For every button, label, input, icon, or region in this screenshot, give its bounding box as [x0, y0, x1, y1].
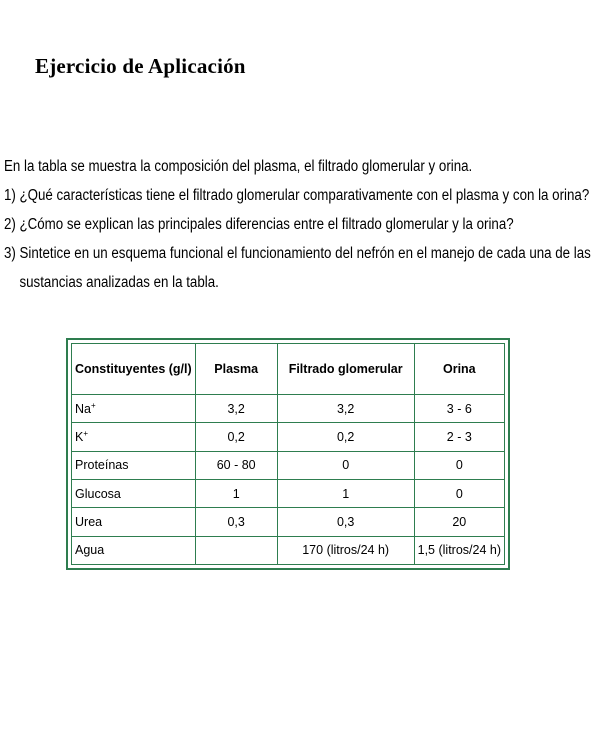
table-row	[72, 536, 505, 564]
page-title: Ejercicio de Aplicación	[35, 54, 246, 78]
composition-table-frame	[66, 338, 510, 570]
table-row	[72, 451, 505, 479]
header-constituyentes: Constituyentes (g/l)	[72, 344, 196, 395]
cell-plasma: 0,3	[195, 508, 277, 536]
header-orina: Orina	[414, 344, 504, 395]
question-number: 3)	[4, 245, 16, 262]
cell-plasma	[195, 536, 277, 564]
question-1	[4, 181, 594, 210]
table-row	[72, 508, 505, 536]
header-filtrado: Filtrado glomerular	[277, 344, 414, 395]
cell-filtrado: 3,2	[277, 395, 414, 423]
exercise-text	[4, 152, 594, 297]
table-row	[72, 423, 505, 451]
composition-table	[71, 343, 505, 565]
cell-plasma: 0,2	[195, 423, 277, 451]
question-text: ¿Qué características tiene el filtrado glomerular comparativamente con el plasma y con la orina?	[19, 187, 590, 204]
question-number: 1)	[4, 187, 16, 204]
cell-filtrado: 0,2	[277, 423, 414, 451]
cell-filtrado: 0	[277, 451, 414, 479]
row-name: K+	[72, 423, 196, 451]
row-name: Na+	[72, 395, 196, 423]
cell-filtrado: 0,3	[277, 508, 414, 536]
cell-filtrado: 1	[277, 479, 414, 507]
question-3-continued: sustancias analizadas en la tabla.	[19, 274, 219, 291]
cell-plasma: 60 - 80	[195, 451, 277, 479]
question-2	[4, 210, 594, 239]
question-number: 2)	[4, 216, 16, 233]
cell-orina: 20	[414, 508, 504, 536]
cell-orina: 3 - 6	[414, 395, 504, 423]
table-row	[72, 395, 505, 423]
header-plasma: Plasma	[195, 344, 277, 395]
row-name: Glucosa	[72, 479, 196, 507]
row-name: Proteínas	[72, 451, 196, 479]
question-text: ¿Cómo se explican las principales diferencias entre el filtrado glomerular y la orina?	[19, 216, 514, 233]
question-3	[4, 239, 594, 268]
cell-orina: 0	[414, 451, 504, 479]
cell-plasma: 1	[195, 479, 277, 507]
cell-filtrado: 170 (litros/24 h)	[277, 536, 414, 564]
cell-orina: 1,5 (litros/24 h)	[414, 536, 504, 564]
intro-line: En la tabla se muestra la composición del plasma, el filtrado glomerular y orina.	[4, 158, 473, 175]
table-header-row	[72, 344, 505, 395]
table-row	[72, 479, 505, 507]
cell-plasma: 3,2	[195, 395, 277, 423]
cell-orina: 0	[414, 479, 504, 507]
cell-orina: 2 - 3	[414, 423, 504, 451]
row-name: Urea	[72, 508, 196, 536]
row-name: Agua	[72, 536, 196, 564]
question-text: Sintetice en un esquema funcional el funcionamiento del nefrón en el manejo de cada una de las	[19, 245, 591, 262]
